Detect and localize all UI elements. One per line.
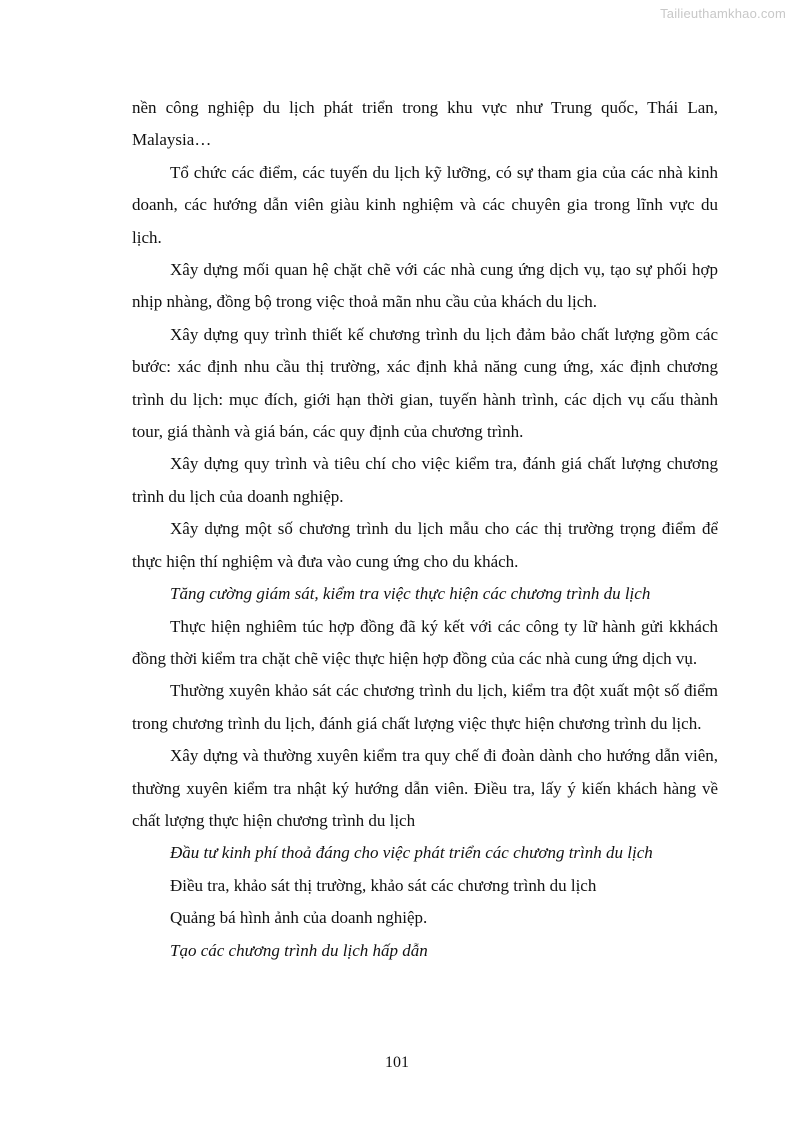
- paragraph-quality-criteria: Xây dựng quy trình và tiêu chí cho việc kiểm tra, đánh giá chất lượng chương trình du lịch của doanh nghiệp.: [132, 454, 718, 506]
- subheading-supervision: Tăng cường giám sát, kiểm tra việc thực hiện các chương trình du lịch: [170, 584, 651, 604]
- document-body: [132, 92, 718, 967]
- paragraph-guide-regulations: Xây dựng và thường xuyên kiểm tra quy chế đi đoàn dành cho hướng dẫn viên, thường xuyên kiểm tra nhật ký hướng dẫn viên. Điều tra, lấy ý kiến khách hàng về chất lượng thực hiện chương trình du lịch: [132, 746, 718, 830]
- page-number: 101: [385, 1054, 409, 1071]
- paragraph-contract-compliance: Thực hiện nghiêm túc hợp đồng đã ký kết với các công ty lữ hành gửi kkhách đồng thời kiểm tra chặt chẽ việc thực hiện hợp đồng của các nhà cung ứng dịch vụ.: [132, 616, 718, 668]
- watermark-text: Tailieuthamkhao.com: [660, 6, 786, 21]
- paragraph-tour-organization: Tổ chức các điểm, các tuyến du lịch kỹ lưỡng, có sự tham gia của các nhà kinh doanh, các hướng dẫn viên giàu kinh nghiệm và các chuyên gia trong lĩnh vực du lịch.: [132, 162, 718, 247]
- paragraph-promotion: Quảng bá hình ảnh của doanh nghiệp.: [170, 908, 428, 928]
- paragraph-market-research: Điều tra, khảo sát thị trường, khảo sát các chương trình du lịch: [170, 875, 597, 895]
- subheading-investment: Đầu tư kinh phí thoả đáng cho việc phát triển các chương trình du lịch: [170, 843, 653, 863]
- paragraph-sample-programs: Xây dựng một số chương trình du lịch mẫu cho các thị trường trọng điểm để thực hiện thí nghiệm và đưa vào cung ứng cho du khách.: [132, 519, 718, 571]
- paragraph-continuation: nền công nghiệp du lịch phát triển trong khu vực như Trung quốc, Thái Lan, Malaysia…: [132, 98, 718, 150]
- subheading-attractive-programs: Tạo các chương trình du lịch hấp dẫn: [170, 940, 428, 960]
- paragraph-design-process: Xây dựng quy trình thiết kế chương trình du lịch đảm bảo chất lượng gồm các bước: xác định nhu cầu thị trường, xác định khả năng cung ứng, xác định chương trình du lịch: mục đích, giới hạn thời gian, tuyến hành trình, các dịch vụ cấu thành tour, giá thành và giá bán, các quy định của chương trình.: [132, 324, 718, 442]
- paragraph-supplier-relations: Xây dựng mối quan hệ chặt chẽ với các nhà cung ứng dịch vụ, tạo sự phối hợp nhịp nhàng, đồng bộ trong việc thoả mãn nhu cầu của khách du lịch.: [132, 260, 718, 312]
- paragraph-regular-surveys: Thường xuyên khảo sát các chương trình du lịch, kiểm tra đột xuất một số điểm trong chương trình du lịch, đánh giá chất lượng việc thực hiện chương trình du lịch.: [132, 681, 718, 733]
